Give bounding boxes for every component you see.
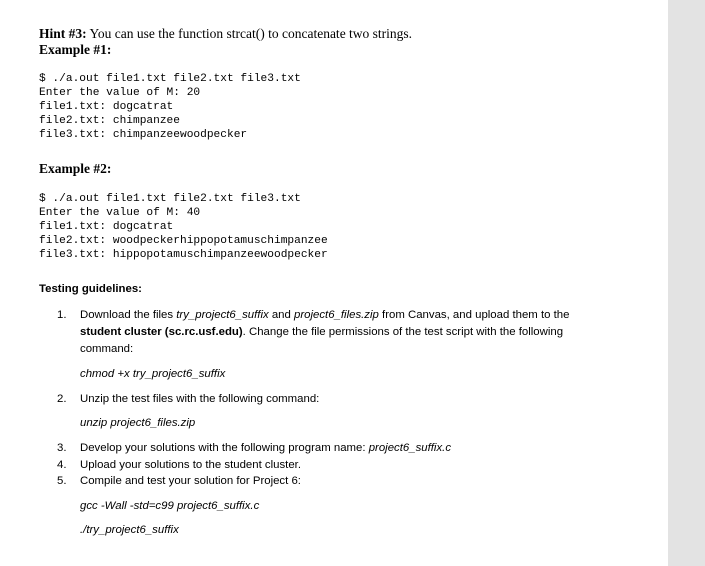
code-line: Enter the value of M: 20 — [39, 87, 201, 99]
code-line: file1.txt: dogcatrat — [39, 101, 174, 113]
testing-heading: Testing guidelines: — [39, 283, 142, 295]
code-line: file1.txt: dogcatrat — [39, 221, 174, 233]
list-number: 2. — [57, 393, 67, 405]
filename-text: try_project6_suffix — [176, 309, 269, 321]
list-item-text: Upload your solutions to the student cluster. — [80, 459, 301, 471]
command-text: gcc -Wall -std=c99 project6_suffix.c — [80, 500, 260, 512]
list-number: 3. — [57, 442, 67, 454]
list-item-text — [80, 442, 451, 454]
list-item-text: command: — [80, 343, 134, 355]
list-number: 5. — [57, 475, 67, 487]
list-item-text — [80, 326, 563, 338]
text-run: and — [268, 309, 295, 321]
command-text: ./try_project6_suffix — [80, 524, 179, 536]
code-line: file2.txt: woodpeckerhippopotamuschimpanzee — [39, 235, 328, 247]
code-line: $ ./a.out file1.txt file2.txt file3.txt — [39, 193, 301, 205]
filename-text: project6_files.zip — [294, 309, 379, 321]
scrollbar-track[interactable] — [668, 0, 705, 566]
code-line: $ ./a.out file1.txt file2.txt file3.txt — [39, 73, 301, 85]
code-line: file2.txt: chimpanzee — [39, 115, 180, 127]
list-number: 1. — [57, 309, 67, 321]
list-item-text: Compile and test your solution for Project 6: — [80, 475, 301, 487]
code-line: file3.txt: hippopotamuschimpanzeewoodpecker — [39, 249, 328, 261]
example2-heading: Example #2: — [39, 161, 112, 176]
list-item-text — [80, 309, 569, 321]
command-text: chmod +x try_project6_suffix — [80, 368, 226, 380]
text-run: from Canvas, and upload them to the — [378, 309, 570, 321]
text-run: Develop your solutions with the following program name: — [80, 442, 369, 454]
list-number: 4. — [57, 459, 67, 471]
code-line: file3.txt: chimpanzeewoodpecker — [39, 129, 248, 141]
server-name-text: student cluster (sc.rc.usf.edu) — [80, 326, 243, 338]
example1-code-block — [39, 72, 301, 142]
code-line: Enter the value of M: 40 — [39, 207, 201, 219]
hint-label: Hint #3: — [39, 26, 87, 41]
example1-heading: Example #1: — [39, 42, 112, 57]
text-run: . Change the file permissions of the test script with the following — [242, 326, 564, 338]
filename-text: project6_suffix.c — [368, 442, 452, 454]
hint-text: You can use the function strcat() to concatenate two strings. — [89, 26, 413, 41]
example2-code-block — [39, 192, 328, 262]
hint-line — [39, 26, 412, 42]
text-run: Download the files — [80, 309, 177, 321]
list-item-text: Unzip the test files with the following command: — [80, 393, 320, 405]
command-text: unzip project6_files.zip — [80, 417, 196, 429]
